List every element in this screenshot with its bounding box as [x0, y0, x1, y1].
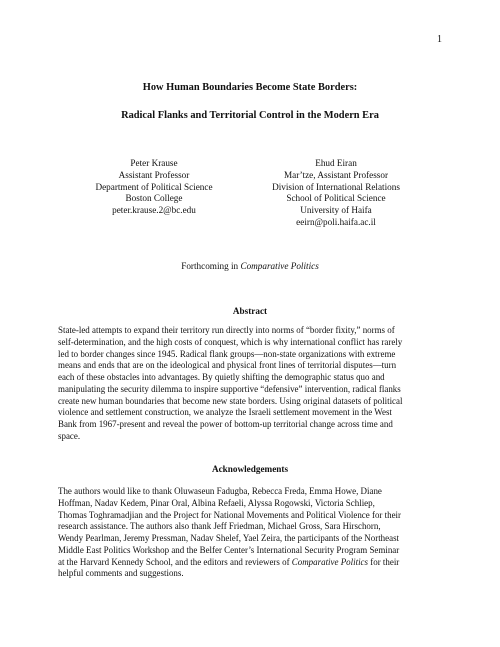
publication-note-prefix: Forthcoming in [181, 261, 241, 271]
abstract-line: violence and settlement construction, we analyze the Israeli settlement movement in the West [58, 407, 392, 418]
abstract-heading: Abstract [232, 306, 268, 316]
ack-line: Thomas Toghramadjian and the Project for National Movements and Political Violence for their [58, 509, 402, 520]
ack-line: Hoffman, Nadav Kedem, Pinar Oral, Albina Refaeli, Alyssa Rogowski, Victoria Schliep, [58, 497, 375, 508]
author-department: Department of Political Science [95, 181, 213, 192]
ack-line: research assistance. The authors also thank Jeff Friedman, Michael Gross, Sara Hirschorn, [58, 521, 381, 532]
ack-line: The authors would like to thank Oluwaseun Fadugba, Rebecca Freda, Emma Howe, Diane [58, 486, 382, 496]
ack-line-with-journal [58, 557, 444, 569]
ack-line: Middle East Politics Workshop and the Belfer Center’s International Security Program Seminar [58, 544, 400, 555]
ack-line-suffix: for their [368, 556, 400, 567]
abstract-line: each of these obstacles into advantages. By quietly shifting the demographic status quo and [58, 372, 385, 382]
ack-line: at the Harvard Kennedy School, and the editors and reviewers of [58, 556, 292, 567]
author-krause [58, 158, 250, 217]
author-institution: Boston College [125, 193, 183, 204]
author-block [58, 158, 442, 228]
page-number: 1 [437, 34, 442, 45]
abstract-line: State-led attempts to expand their territory run directly into norms of “border fixity,” norms of [58, 325, 395, 335]
abstract-line: space. [58, 430, 81, 441]
acknowledgements-body [58, 486, 444, 580]
abstract-body [58, 325, 444, 443]
author-university: University of Haifa [300, 205, 372, 216]
abstract-line: self-determination, and the high costs of conquest, which is why international conflict has rarely [58, 336, 403, 347]
abstract-line: manipulating the security dilemma to inspire supportive “defensive” intervention, radical flanks [58, 383, 401, 394]
author-eiran [236, 158, 436, 229]
publication-note [58, 260, 442, 272]
journal-name: Comparative Politics [291, 556, 369, 567]
journal-name: Comparative Politics [240, 261, 319, 271]
author-name: Ehud Eiran [315, 158, 357, 168]
abstract-line: Bank from 1967-present and reveal the power of bottom-up territorial change across time and [58, 419, 393, 429]
ack-line: helpful comments and suggestions. [58, 568, 184, 579]
ack-line: Wendy Pearlman, Jeremy Pressman, Nadav Shelef, Yael Zeira, the participants of the Northeast [58, 533, 400, 543]
paper-title-line-1: How Human Boundaries Become State Borders: [142, 82, 358, 93]
author-institution: School of Political Science [286, 193, 386, 204]
author-name: Peter Krause [130, 158, 178, 168]
acknowledgements-heading: Acknowledgements [211, 464, 289, 474]
author-email: peter.krause.2@bc.edu [112, 205, 196, 216]
author-email: eeirn@poli.haifa.ac.il [296, 216, 376, 227]
paper-title-line-2: Radical Flanks and Territorial Control in the Modern Era [121, 110, 379, 121]
author-department: Division of International Relations [272, 181, 400, 192]
author-position: Assistant Professor [118, 169, 190, 180]
abstract-line: create new human boundaries that become new state borders. Using original datasets of political [58, 395, 403, 406]
abstract-line: led to border changes since 1945. Radical flank groups—non-state organizations with extreme [58, 348, 396, 359]
author-position: Mar’tze, Assistant Professor [283, 169, 389, 180]
abstract-line: means and ends that are on the ideological and physical front lines of territorial disputes—turn [58, 360, 397, 371]
